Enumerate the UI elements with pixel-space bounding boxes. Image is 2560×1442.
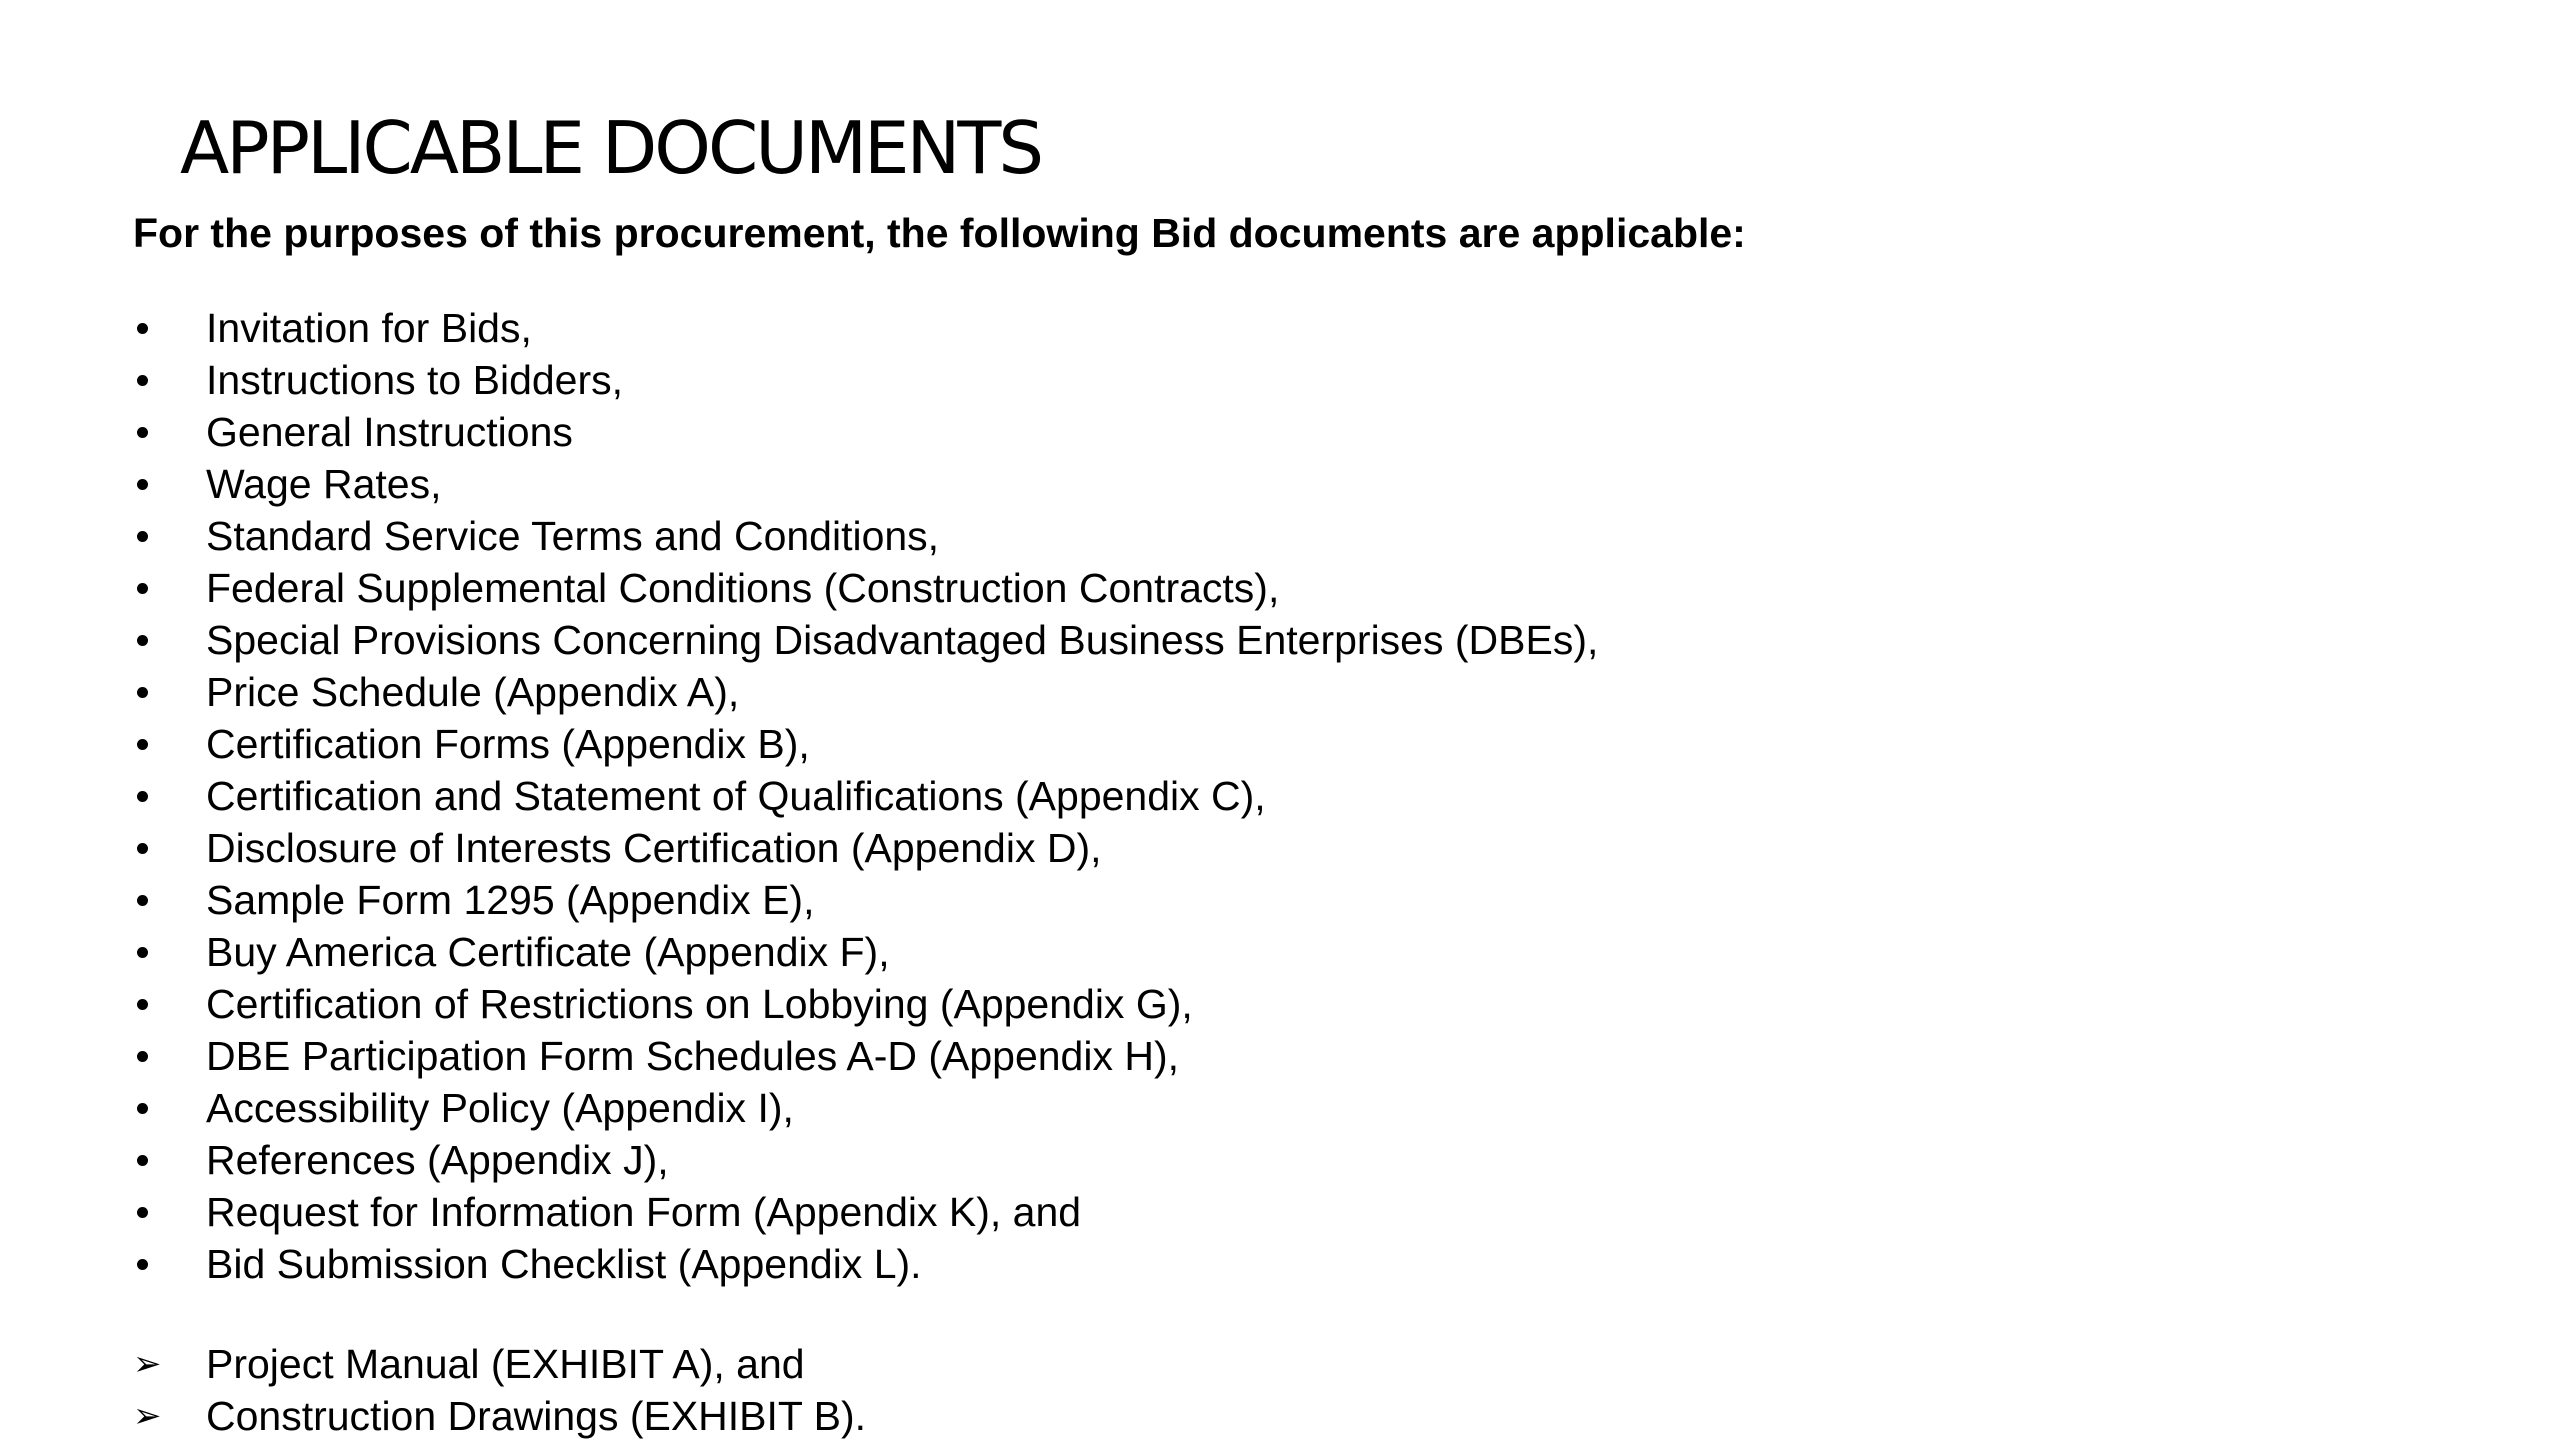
round-bullet-icon	[137, 531, 148, 542]
document-label: Certification of Restrictions on Lobbying (Appendix G),	[206, 981, 1193, 1027]
list-item	[133, 1238, 1598, 1290]
list-item	[133, 562, 1598, 614]
list-item	[133, 1030, 1598, 1082]
document-label: Certification and Statement of Qualifications (Appendix C),	[206, 773, 1266, 819]
document-label: Certification Forms (Appendix B),	[206, 721, 810, 767]
round-bullet-icon	[137, 583, 148, 594]
round-bullet-icon	[137, 479, 148, 490]
list-item	[133, 874, 1598, 926]
list-item	[133, 354, 1598, 406]
round-bullet-icon	[137, 791, 148, 802]
document-label: Request for Information Form (Appendix K), and	[206, 1189, 1082, 1235]
document-label: General Instructions	[206, 409, 573, 455]
list-item	[133, 770, 1598, 822]
document-label: Buy America Certificate (Appendix F),	[206, 929, 890, 975]
list-item	[133, 978, 1598, 1030]
round-bullet-icon	[137, 947, 148, 958]
document-label: Standard Service Terms and Conditions,	[206, 513, 940, 559]
document-label: Federal Supplemental Conditions (Construction Contracts),	[206, 565, 1280, 611]
arrowhead-bullet-icon: ➢	[133, 1396, 162, 1436]
document-label: Price Schedule (Appendix A),	[206, 669, 740, 715]
list-item	[133, 822, 1598, 874]
round-bullet-icon	[137, 323, 148, 334]
exhibit-label: Construction Drawings (EXHIBIT B).	[206, 1393, 867, 1439]
list-item	[133, 302, 1598, 354]
round-bullet-icon	[137, 999, 148, 1010]
list-item	[133, 614, 1598, 666]
round-bullet-icon	[137, 1051, 148, 1062]
list-item	[133, 1186, 1598, 1238]
document-label: Invitation for Bids,	[206, 305, 532, 351]
round-bullet-icon	[137, 687, 148, 698]
round-bullet-icon	[137, 1259, 148, 1270]
applicable-documents-list	[133, 302, 1598, 1290]
round-bullet-icon	[137, 375, 148, 386]
list-item	[133, 666, 1598, 718]
document-label: References (Appendix J),	[206, 1137, 669, 1183]
document-label: Accessibility Policy (Appendix I),	[206, 1085, 794, 1131]
round-bullet-icon	[137, 895, 148, 906]
document-label: Instructions to Bidders,	[206, 357, 624, 403]
list-item	[133, 406, 1598, 458]
intro-text: For the purposes of this procurement, the following Bid documents are applicable:	[133, 210, 1746, 256]
round-bullet-icon	[137, 427, 148, 438]
list-item	[133, 926, 1598, 978]
list-item	[133, 1390, 866, 1442]
list-item	[133, 1338, 866, 1390]
exhibits-list	[133, 1338, 866, 1442]
round-bullet-icon	[137, 635, 148, 646]
round-bullet-icon	[137, 1155, 148, 1166]
document-label: Sample Form 1295 (Appendix E),	[206, 877, 815, 923]
round-bullet-icon	[137, 739, 148, 750]
list-item	[133, 458, 1598, 510]
document-label: Special Provisions Concerning Disadvantaged Business Enterprises (DBEs),	[206, 617, 1599, 663]
page-title: APPLICABLE DOCUMENTS	[180, 106, 1042, 190]
list-item	[133, 510, 1598, 562]
document-label: Wage Rates,	[206, 461, 442, 507]
list-item	[133, 1082, 1598, 1134]
round-bullet-icon	[137, 1207, 148, 1218]
round-bullet-icon	[137, 843, 148, 854]
document-label: Bid Submission Checklist (Appendix L).	[206, 1241, 922, 1287]
arrowhead-bullet-icon: ➢	[133, 1344, 162, 1384]
document-label: Disclosure of Interests Certification (Appendix D),	[206, 825, 1102, 871]
exhibit-label: Project Manual (EXHIBIT A), and	[206, 1341, 805, 1387]
document-label: DBE Participation Form Schedules A-D (Appendix H),	[206, 1033, 1180, 1079]
list-item	[133, 718, 1598, 770]
round-bullet-icon	[137, 1103, 148, 1114]
list-item	[133, 1134, 1598, 1186]
